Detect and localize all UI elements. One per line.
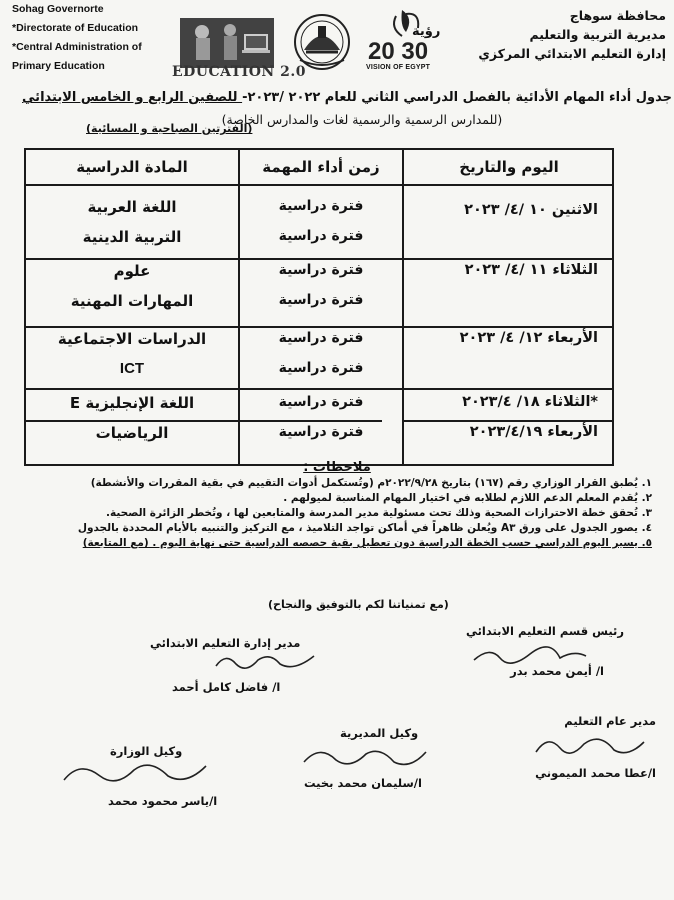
signature-name: ا/ فاضل كامل أحمد (172, 680, 281, 694)
title-shifts: (الفترتين الصباحية و المسائية) (86, 122, 253, 135)
table-rule (26, 184, 612, 186)
education-logo-text: EDUCATION 2.0 (172, 64, 306, 80)
signature-name: ا/ياسر محمود محمد (108, 794, 218, 808)
ar-header-line: إدارة التعليم الابتدائي المركزي (478, 46, 666, 61)
subject-cell: اللغة العربية (87, 198, 177, 216)
closing-wish: (مع تمنياتنا لكم بالتوفيق والنجاح) (268, 598, 449, 611)
table-rule (26, 258, 612, 260)
signature-name: ا/ أيمن محمد بدر (510, 664, 604, 678)
day-date: الأربعاء ٢٠٢٣/٤/١٩ (469, 424, 598, 440)
table-rule (26, 326, 612, 328)
schedule-table (24, 148, 614, 466)
vision-ar-label: رؤية (412, 24, 441, 39)
ministry-emblem-icon (282, 12, 362, 74)
note-item: ١. يُطبق القرار الوزاري رقم (١٦٧) بتاريخ ٢٠٢٢/٩/٢٨م (وتُستكمل أدوات التقييم في بقية المقررات والأنشطة) (90, 477, 652, 489)
table-rule (26, 388, 612, 390)
time-cell: فترة دراسية (278, 198, 364, 214)
note-item: ٥. يسير اليوم الدراسي حسب الخطة الدراسية دون تعطيل بقية حصصه الدراسية حتى نهاية اليوم . (مع المتابعة) (82, 537, 652, 549)
time-cell: فترة دراسية (278, 292, 364, 308)
subject-cell: المهارات المهنية (70, 292, 194, 310)
header-subject: المادة الدراسية (76, 158, 188, 176)
signature-role: رئيس قسم التعليم الابتدائي (465, 624, 624, 638)
subject-cell: اللغة الإنجليزية E (69, 394, 195, 412)
time-cell: فترة دراسية (278, 330, 364, 346)
header-time: زمن أداء المهمة (262, 158, 380, 176)
title-grades: للصفين الرابع و الخامس الابتدائي (22, 90, 243, 105)
day-date: *الثلاثاء ١٨/ ٢٠٢٣/٤ (462, 394, 598, 410)
vision-text: VISION OF EGYPT (366, 64, 431, 71)
en-header-line: *Central Administration of (12, 41, 142, 53)
table-rule (26, 420, 382, 422)
day-date: الاثنين ١٠ /٤/ ٢٠٢٣ (464, 202, 598, 218)
signature-scribble-icon (300, 740, 430, 774)
signature-name: ا/عطا محمد الميموني (535, 766, 656, 780)
subject-cell: ICT (119, 360, 145, 377)
arabic-header (446, 6, 666, 63)
time-cell: فترة دراسية (278, 424, 364, 440)
note-item: ٣. تُحقق خطة الاحترازات الصحية وذلك تحت مسئولية مدير المدرسة والمتابعين لها ، وتُخطر الزائرة الصحية. (106, 507, 652, 519)
subject-cell: الدراسات الاجتماعية (57, 330, 207, 348)
notes-title: ملاحظات : (303, 460, 371, 475)
time-cell: فترة دراسية (278, 394, 364, 410)
signature-scribble-icon (530, 728, 650, 764)
title-main: جدول أداء المهام الأدائية بالفصل الدراسي الثاني للعام ٢٠٢٢ /٢٠٢٣- (242, 90, 672, 105)
table-rule (404, 420, 612, 422)
title-schools: (للمدارس الرسمية والرسمية لغات والمدارس الخاصة) (221, 112, 503, 127)
table-divider (402, 150, 404, 464)
ar-header-line: محافظة سوهاج (569, 8, 666, 23)
ar-header-line: مديرية التربية والتعليم (529, 27, 666, 42)
en-header-line: *Directorate of Education (12, 22, 139, 34)
english-header (12, 3, 182, 76)
signature-role: مدير عام التعليم (564, 714, 656, 728)
signature-scribble-icon (210, 648, 320, 678)
signature-name: ا/سليمان محمد بخيت (304, 776, 422, 790)
signature-role: وكيل الوزارة (110, 744, 183, 758)
subject-cell: علوم (113, 262, 151, 280)
en-header-line: Sohag Governorte (12, 3, 104, 15)
note-item: ٢. يُقدم المعلم الدعم اللازم لطلابه في اختيار المهام المناسبة لميولهم . (283, 492, 652, 504)
time-cell: فترة دراسية (278, 228, 364, 244)
signature-role: مدير إدارة التعليم الابتدائي (150, 636, 301, 650)
subject-cell: التربية الدينية (82, 228, 182, 246)
time-cell: فترة دراسية (278, 262, 364, 278)
subject-cell: الرياضيات (95, 424, 169, 442)
header-day: اليوم والتاريخ (459, 158, 559, 176)
en-header-line: Primary Education (12, 60, 105, 72)
signature-scribble-icon (60, 752, 210, 792)
document-title (0, 90, 674, 105)
vision-number: 20 30 (368, 38, 429, 65)
notes-list (77, 476, 652, 551)
time-cell: فترة دراسية (278, 360, 364, 376)
day-date: الثلاثاء ١١ /٤/ ٢٠٢٣ (464, 262, 598, 278)
day-date: الأربعاء ١٢/ ٤/ ٢٠٢٣ (459, 330, 598, 346)
signature-role: وكيل المديرية (340, 726, 419, 740)
note-item: ٤. يصور الجدول على ورق A٣ ويُعلن ظاهراً في أماكن تواجد التلاميذ ، مع التركيز والتنبيه بالأيام المحددة بالجدول (77, 522, 652, 534)
